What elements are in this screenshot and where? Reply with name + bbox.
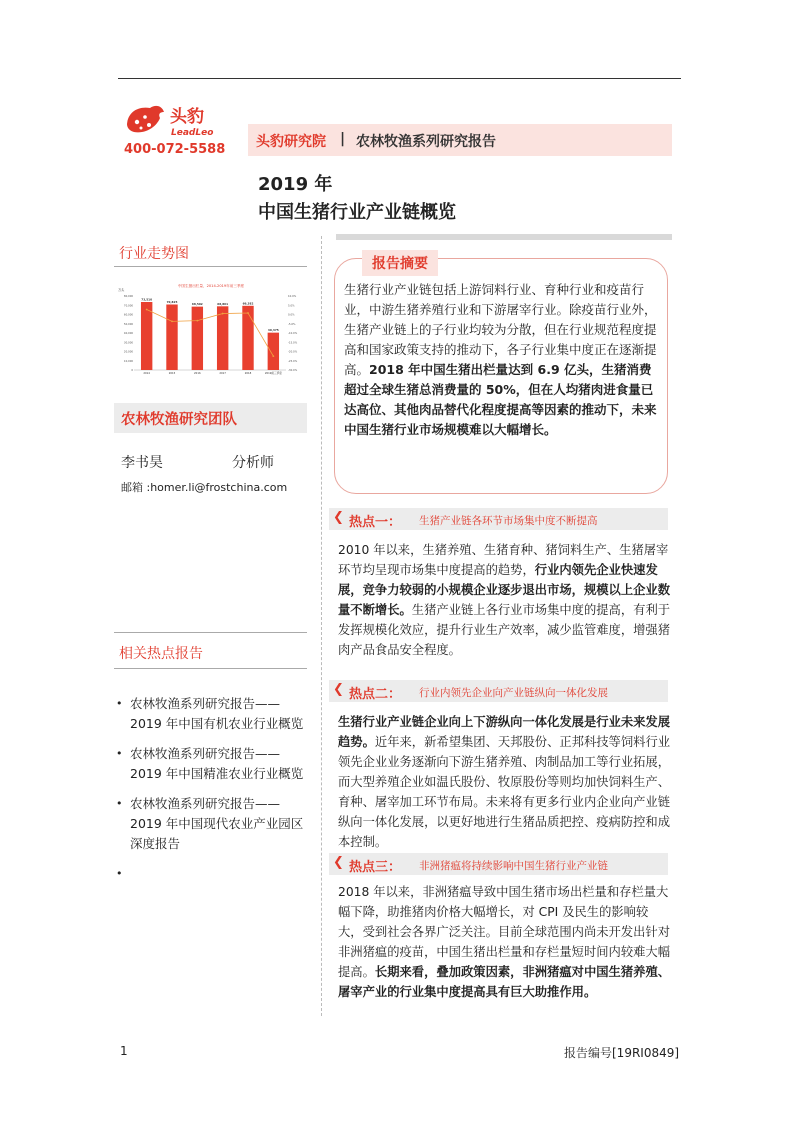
y2-tick-label: -10.0% — [288, 332, 298, 335]
phone-number: 400-072-5588 — [124, 142, 226, 157]
bar-value-label: 73,510 — [141, 297, 153, 302]
bar-value-label: 69,382 — [242, 301, 254, 306]
trend-chart — [116, 280, 306, 380]
x-tick-label: 2015 — [168, 372, 176, 375]
x-tick-label: 2014 — [143, 372, 150, 375]
page-number: 1 — [120, 1044, 128, 1058]
leadleo-logo — [124, 100, 224, 140]
analyst-role: 分析师 — [232, 455, 274, 471]
y-tick-label: 80,000 — [123, 295, 133, 298]
report-code: 报告编号[19RI0849] — [564, 1046, 680, 1060]
hot1-body: 2010 年以来，生猪养殖、生猪育种、猪饲料生产、生猪屠宰环节均呈现市场集中度提高的趋势，行业内领先企业快速发展，竞争力较弱的小规模企业逐步退出市场，规模以上企业数量不断增长。生猪产业链上各行业市场集中度的提高，有利于发挥规模化效应，提升行业生产效率，减少监管难度，增强猪肉产品食品安全程度。 — [338, 543, 671, 657]
hot2-body: 生猪行业产业链企业向上下游纵向一体化发展是行业未来发展趋势。近年来，新希望集团、天邦股份、正邦科技等饲料行业领先企业业务逐渐向下游生猪养殖、肉制品加工等行业拓展，而大型养殖企业如温氏股份、牧原股份等则均加快饲料生产、育种、屠宰加工环节布局。未来将有更多行业内企业向产业链纵向一体化发展，以更好地进行生猪品质把控、疫病防控和成本控制。 — [338, 715, 671, 849]
column-divider — [321, 236, 322, 1016]
brand-bar — [248, 124, 672, 156]
y-tick-label: 20,000 — [123, 350, 133, 354]
hot2-name: 热点二： — [349, 687, 402, 702]
growth-point — [222, 313, 224, 315]
y-tick-label: 30,000 — [123, 341, 133, 345]
trend-rule — [114, 266, 307, 267]
title-year: 2019 年 — [258, 174, 333, 195]
leopard-icon — [127, 106, 164, 132]
related-title: 相关热点报告 — [119, 646, 203, 662]
y2-tick-label: 5.0% — [288, 304, 295, 308]
series-name: 农林牧渔系列研究报告 — [356, 134, 496, 150]
summary-text: 生猪行业产业链包括上游饲料行业、育种行业和疫苗行业，中游生猪养殖行业和下游屠宰行业。除疫苗行业外，生猪产业链上的子行业均较为分散，但在行业规范程度提高和国家政策支持的推动下，各子行业集中度正在逐渐提高。2018 年中国生猪出栏量达到 6.9 亿头，生猪消费超过全球生猪总消费量的 50%，但在人均猪肉进食量已达高位、其他肉品替代化程度提高等因素的推动下，未来中国生猪行业市场规模难以大幅增长。 — [344, 282, 657, 437]
y-tick-label: 10,000 — [123, 359, 133, 363]
chevron-left-icon: ❮ — [333, 682, 344, 697]
bar — [141, 302, 152, 370]
hot1-desc: 生猪产业链各环节市场集中度不断提高 — [419, 515, 598, 527]
trend-title: 行业走势图 — [119, 246, 189, 262]
brand-separator: | — [340, 131, 346, 147]
summary-label: 报告摘要 — [362, 250, 438, 276]
chart-title: 中国生猪出栏量，2014-2019年前三季度 — [177, 284, 245, 288]
hot3-body: 2018 年以来，非洲猪瘟导致中国生猪市场出栏量和存栏量大幅下降，助推猪肉价格大幅增长，对 CPI 及民生的影响较大，受到社会各界广泛关注。目前全球范围内尚未开发出针对非洲猪瘟的疫苗，中国生猪出栏量和存栏量短时间内较难大幅提高。长期来看，叠加政策因素，非洲猪瘟对中国生猪养殖、屠宰产业的行业集中度提高具有巨大助推作用。 — [338, 885, 671, 999]
y-tick-label: 0 — [131, 369, 133, 372]
x-tick-label: 2017 — [219, 372, 226, 375]
bar-value-label: 40,375 — [267, 328, 279, 333]
hot2-desc: 行业内领先企业向产业链纵向一体化发展 — [419, 687, 608, 699]
y2-tick-label: -30.0% — [288, 369, 298, 372]
bar — [242, 306, 253, 370]
y2-tick-label: 0.0% — [288, 313, 295, 317]
hot1-bar — [329, 508, 668, 530]
chevron-left-icon: ❮ — [333, 510, 344, 525]
y2-tick-label: 10.0% — [288, 295, 297, 298]
growth-point — [146, 309, 148, 311]
related-item[interactable]: • 农林牧渔系列研究报告——2019 年中国现代农业产业园区深度报告 — [114, 794, 310, 854]
y-axis-unit: 万头 — [118, 288, 125, 292]
bar — [217, 306, 228, 370]
bar — [166, 304, 177, 370]
y-tick-label: 60,000 — [123, 313, 133, 317]
bar-value-label: 68,861 — [217, 301, 229, 306]
analyst-email: 邮箱 :homer.li@frostchina.com — [121, 481, 288, 494]
hot1-name: 热点一： — [349, 515, 402, 530]
team-title: 农林牧渔研究团队 — [121, 412, 237, 428]
x-tick-label: 2019前三季度 — [264, 372, 282, 375]
hot2-bar — [329, 680, 668, 702]
hot3-bar — [329, 853, 668, 875]
x-tick-label: 2016 — [194, 372, 201, 375]
svg-text:头豹: 头豹 — [170, 107, 204, 127]
growth-point — [171, 320, 173, 322]
related-rule-top — [114, 632, 307, 633]
growth-point — [272, 355, 274, 357]
related-list — [114, 694, 310, 864]
growth-point — [247, 312, 249, 314]
related-rule-bottom — [114, 668, 307, 669]
trend-chart-svg — [116, 280, 306, 380]
brand-name: 头豹研究院 — [256, 134, 326, 150]
x-tick-label: 2018 — [244, 372, 252, 375]
top-rule — [118, 78, 681, 79]
svg-text:LeadLeo: LeadLeo — [171, 128, 214, 138]
y-tick-label: 40,000 — [123, 332, 133, 335]
related-item[interactable]: • 农林牧渔系列研究报告——2019 年中国有机农业行业概览 — [114, 694, 310, 734]
bar-value-label: 70,825 — [166, 299, 178, 304]
y2-tick-label: -20.0% — [288, 350, 298, 354]
analyst-name: 李书昊 — [121, 455, 163, 471]
y2-tick-label: -15.0% — [288, 341, 298, 345]
y2-tick-label: -25.0% — [288, 359, 298, 363]
bar — [268, 333, 279, 370]
growth-point — [196, 320, 198, 322]
chevron-left-icon: ❮ — [333, 855, 344, 870]
growth-line — [147, 310, 274, 357]
title-main: 中国生猪行业产业链概览 — [258, 202, 456, 223]
related-item[interactable]: • 农林牧渔系列研究报告——2019 年中国精准农业行业概览 — [114, 744, 310, 784]
bar — [192, 307, 203, 370]
y2-tick-label: -5.0% — [288, 322, 296, 326]
header-grey-bar — [336, 234, 672, 240]
hot3-desc: 非洲猪瘟将持续影响中国生猪行业产业链 — [419, 860, 608, 872]
hot3-name: 热点三： — [349, 860, 402, 875]
y-tick-label: 50,000 — [123, 322, 133, 326]
y-tick-label: 70,000 — [123, 304, 133, 308]
bar-value-label: 68,502 — [191, 302, 203, 307]
